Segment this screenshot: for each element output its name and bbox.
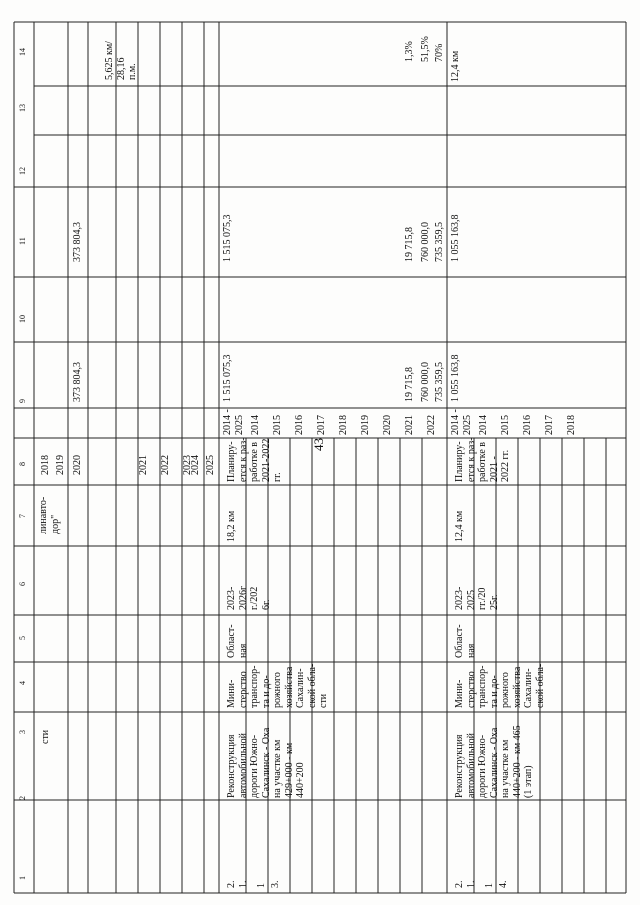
top-block-col9-2020: 373 804,3 xyxy=(72,362,83,402)
project-2-year: 2017 xyxy=(544,415,555,435)
top-block-col3: сти xyxy=(40,729,51,744)
project-1-col9-2025: 735 359,5 xyxy=(434,362,445,402)
project-2-period: 2023- 2025 гг./20 25г. xyxy=(454,586,500,610)
project-2-year: 2018 xyxy=(566,415,577,435)
column-header-9: 9 xyxy=(18,399,27,403)
page-number: 43 xyxy=(311,438,326,451)
top-block-year: 2018 xyxy=(40,455,51,475)
project-2-num: 2. xyxy=(454,880,465,888)
project-1-col14-2023: 1,3% xyxy=(404,41,415,62)
column-header-6: 6 xyxy=(18,582,27,586)
project-2-length: 12,4 км xyxy=(454,510,465,542)
column-header-5: 5 xyxy=(18,636,27,640)
column-header-10: 10 xyxy=(18,315,27,323)
project-2-col9-total: 1 055 163,8 xyxy=(450,354,461,402)
project-1-year: 2014 xyxy=(250,415,261,435)
column-header-12: 12 xyxy=(18,167,27,175)
project-2-year: 2014 xyxy=(478,415,489,435)
project-1-level: Област- ная xyxy=(226,624,249,658)
column-header-7: 7 xyxy=(18,514,27,518)
project-1-col9-2024: 760 000,0 xyxy=(420,362,431,402)
column-header-1: 1 xyxy=(18,876,27,880)
project-1-name: Реконструкция автомобильной дороги Южно- Сахалинск - Оха на участке км 429+000 - км 440+200 xyxy=(226,727,306,798)
top-block-col14: 5,625 км/ 28,16 п.м. xyxy=(104,41,138,80)
project-1-col11-2025: 735 359,5 xyxy=(434,222,445,262)
project-2-year: 2015 xyxy=(500,415,511,435)
project-1-col9-2023: 19 715,8 xyxy=(404,367,415,402)
top-block-col11-2020: 373 804,3 xyxy=(72,222,83,262)
top-block-year: 2024 xyxy=(190,455,201,475)
project-2-col14: 12,4 км xyxy=(450,50,461,82)
project-1-year: 2016 xyxy=(294,415,305,435)
project-1-col14-2025: 70% xyxy=(434,43,445,62)
project-2-level: Област- ная xyxy=(454,624,477,658)
project-1-col11-total: 1 515 075,3 xyxy=(222,214,233,262)
column-header-2: 2 xyxy=(18,796,27,800)
project-1-year: 2022 xyxy=(426,415,437,435)
project-2-col11-total: 1 055 163,8 xyxy=(450,214,461,262)
top-block-year: 2025 xyxy=(205,455,216,475)
project-1-col11-2024: 760 000,0 xyxy=(420,222,431,262)
project-1-num: 1 xyxy=(256,883,267,888)
column-header-3: 3 xyxy=(18,730,27,734)
project-1-num: 3. xyxy=(270,880,281,888)
project-1-col11-2023: 19 715,8 xyxy=(404,227,415,262)
column-header-4: 4 xyxy=(18,681,27,685)
project-2-num: 4. xyxy=(498,880,509,888)
top-block-year: 2021 xyxy=(138,455,149,475)
column-header-13: 13 xyxy=(18,104,27,112)
project-2-num: 1. xyxy=(466,880,477,888)
project-1-year: 2017 xyxy=(316,415,327,435)
top-block-col7: линавто- дор" xyxy=(38,496,61,534)
column-header-8: 8 xyxy=(18,462,27,466)
project-1-status: Планиру- ется к раз- работке в 2021-2022 гг. xyxy=(226,437,283,482)
project-2-year: 2016 xyxy=(522,415,533,435)
project-2-owner: Мини- стерство транспор- та и до- рожного хозяйства Сахалин- ской обла- xyxy=(454,663,546,708)
project-1-owner: Мини- стерство транспор- та и до- рожного хозяйства Сахалин- ской обла- сти xyxy=(226,663,329,708)
project-1-num: 1. xyxy=(238,880,249,888)
project-1-year: 2014 - 2025 xyxy=(222,409,245,435)
column-header-14: 14 xyxy=(18,48,27,56)
project-1-year: 2018 xyxy=(338,415,349,435)
project-1-length: 18,2 км xyxy=(226,510,237,542)
project-1-year: 2019 xyxy=(360,415,371,435)
project-2-name: Реконструкция автомобильной дороги Южно- Сахалинск - Оха на участке км 440+200 - км 465 (1 этап) xyxy=(454,725,534,798)
project-2-num: 1 xyxy=(484,883,495,888)
project-1-col9-total: 1 515 075,3 xyxy=(222,354,233,402)
project-2-year: 2014 - 2025 xyxy=(450,409,473,435)
project-2-status: Планиру- ется к раз- работке в 2021 - 2022 гг. xyxy=(454,437,511,482)
project-1-period: 2023- 2026г г./202 6г. xyxy=(226,585,272,610)
top-block-year: 2022 xyxy=(160,455,171,475)
project-1-num: 2. xyxy=(226,880,237,888)
project-1-col14-2024: 51,5% xyxy=(420,36,431,62)
project-1-year: 2015 xyxy=(272,415,283,435)
project-1-year: 2021 xyxy=(404,415,415,435)
project-1-year: 2020 xyxy=(382,415,393,435)
top-block-year: 2020 xyxy=(72,455,83,475)
column-header-11: 11 xyxy=(18,237,27,245)
top-block-year: 2023 xyxy=(182,455,193,475)
top-block-year: 2019 xyxy=(55,455,66,475)
